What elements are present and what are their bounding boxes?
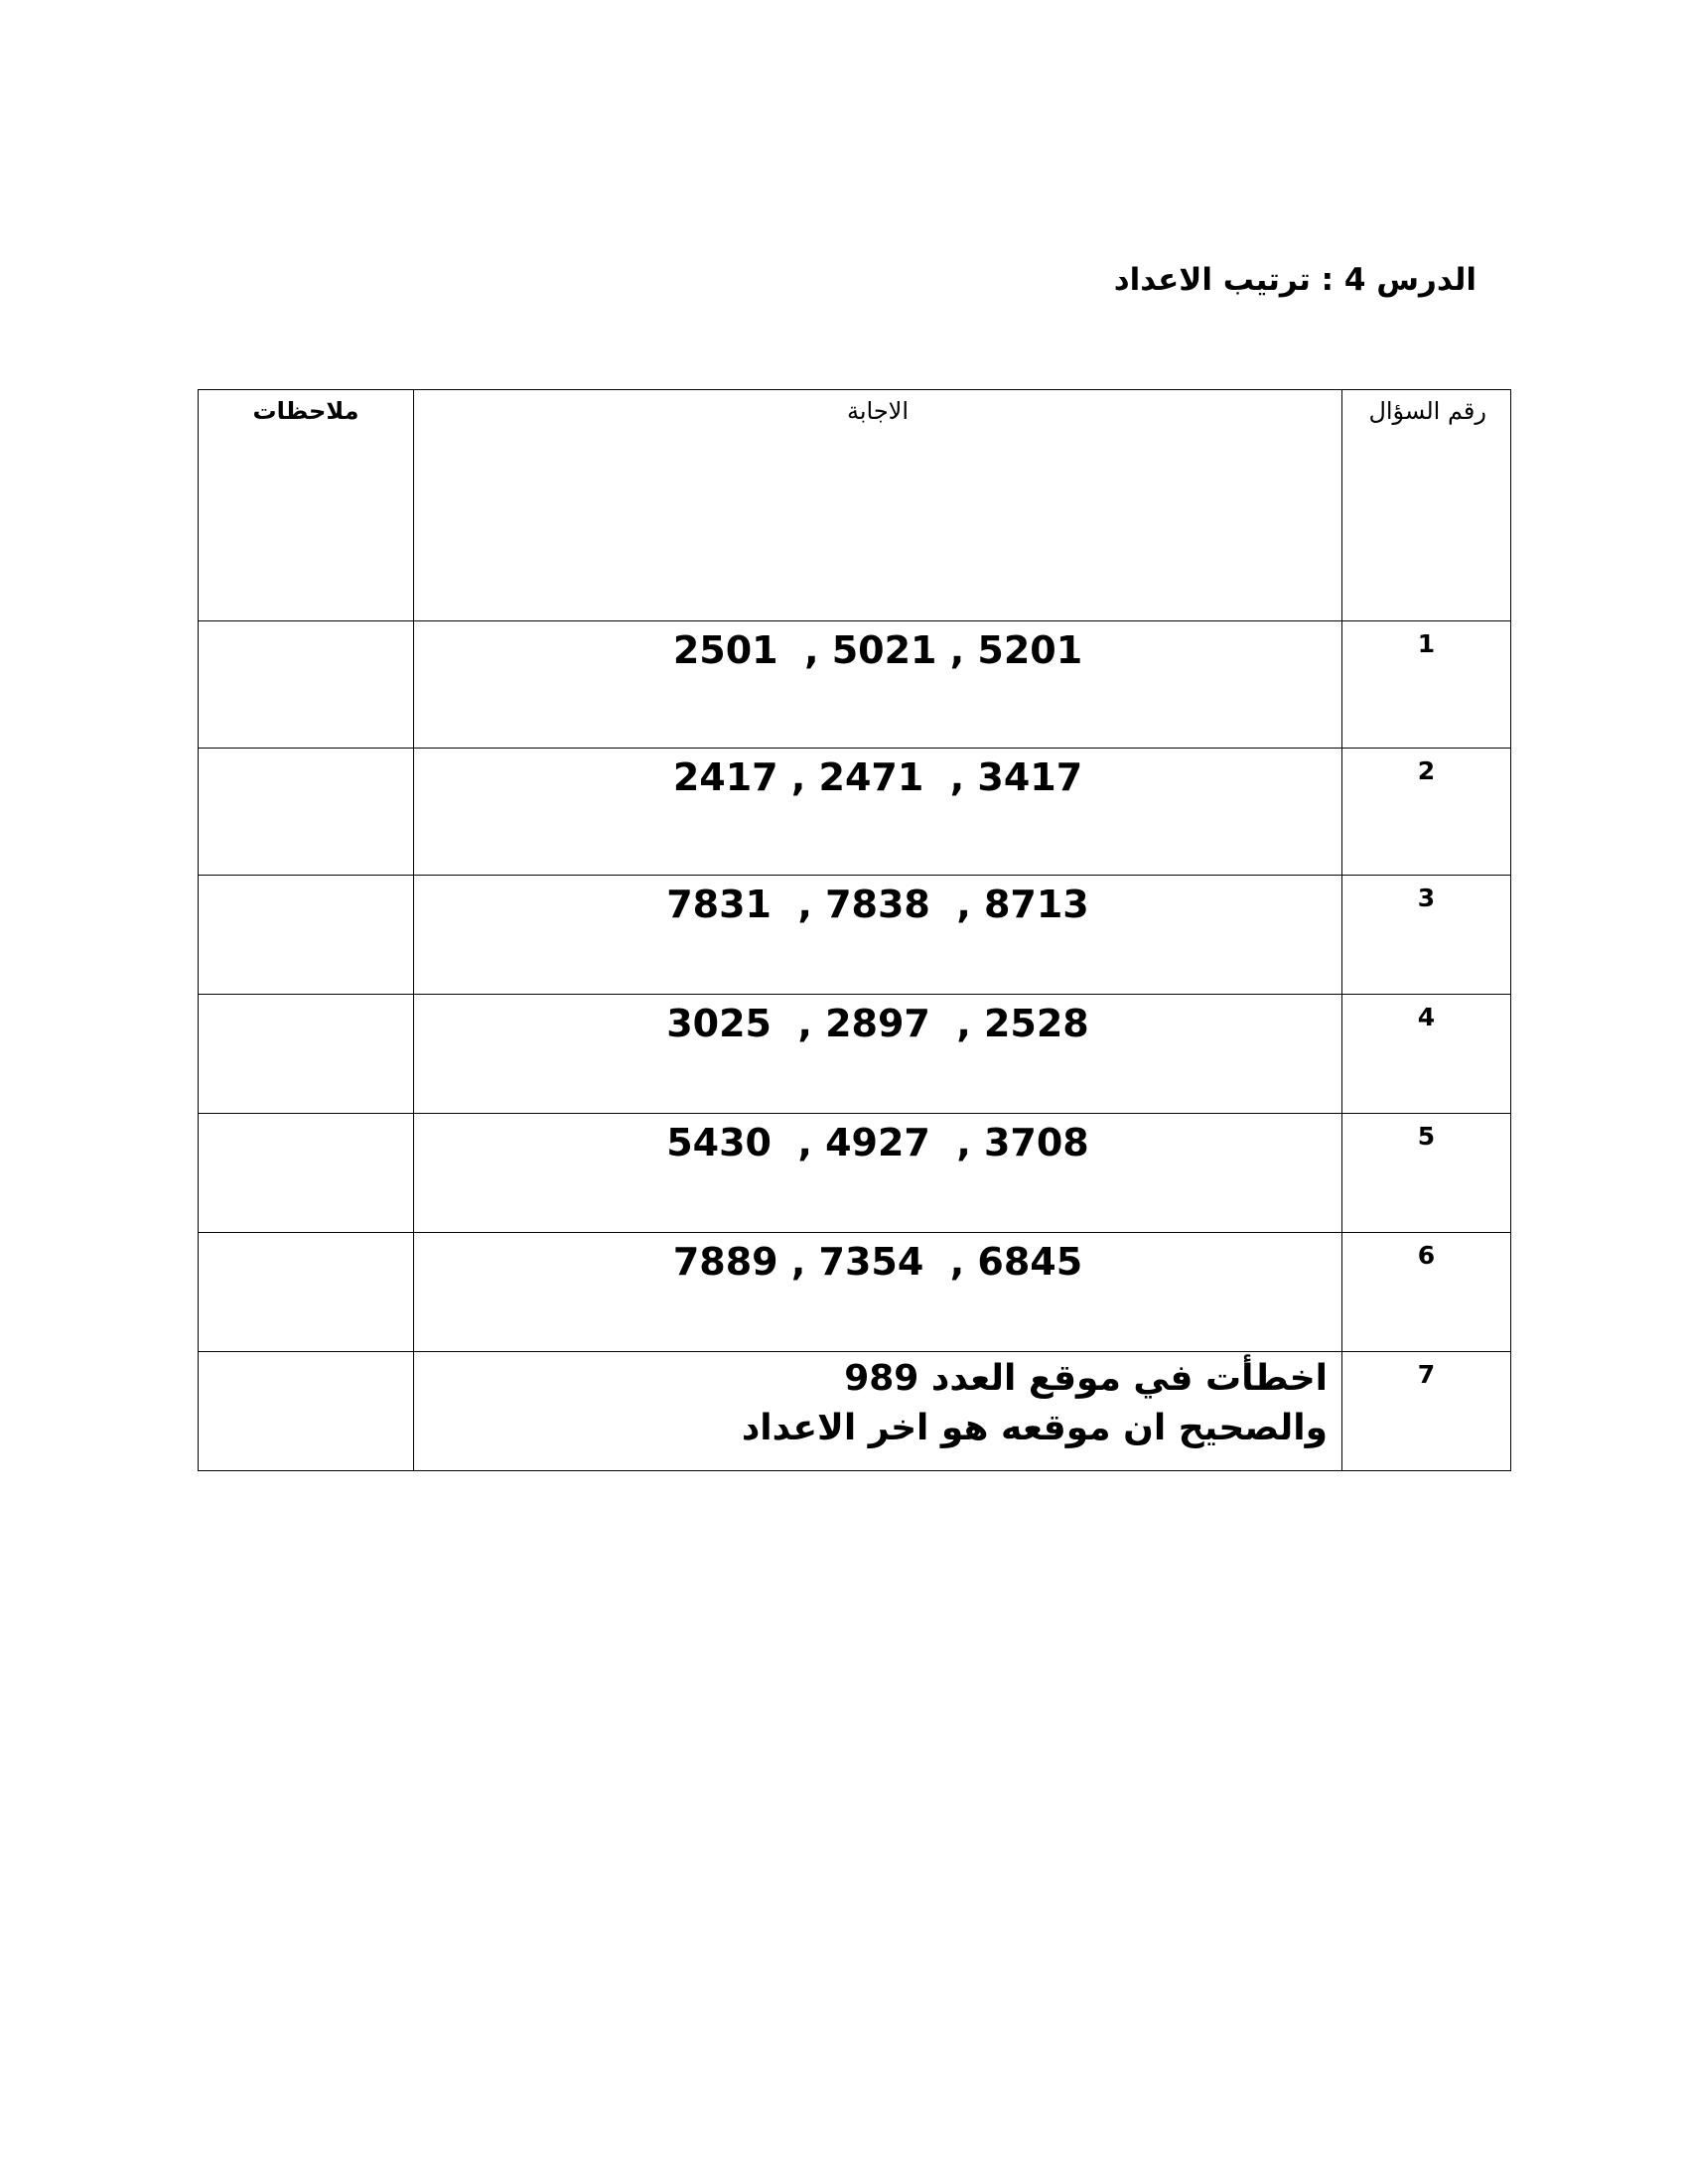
- table-row: [199, 749, 1511, 876]
- table-row: [199, 1114, 1511, 1233]
- table-row: [199, 1233, 1511, 1352]
- answer-line: اخطأت في موقع العدد 989: [844, 1358, 1328, 1399]
- notes-cell: [199, 876, 414, 995]
- notes-cell: [199, 1114, 414, 1233]
- question-number-cell: 5: [1342, 1114, 1511, 1233]
- answer-cell: 7889 , 7354 , 6845: [414, 1233, 1342, 1352]
- notes-cell: [199, 995, 414, 1114]
- answer-cell: 5430 , 4927 , 3708: [414, 1114, 1342, 1233]
- notes-cell: [199, 1233, 414, 1352]
- question-number-cell: 2: [1342, 749, 1511, 876]
- answer-cell: 2417 , 2471 , 3417: [414, 749, 1342, 876]
- table-row: [199, 995, 1511, 1114]
- question-number-header: رقم السؤال: [1342, 390, 1511, 621]
- question-number-cell: 3: [1342, 876, 1511, 995]
- notes-cell: [199, 1352, 414, 1471]
- answer-cell: 7831 , 7838 , 8713: [414, 876, 1342, 995]
- table-row: [199, 1352, 1511, 1471]
- question-number-cell: 4: [1342, 995, 1511, 1114]
- answer-cell: 3025 , 2897 , 2528: [414, 995, 1342, 1114]
- answer-header: الاجابة: [414, 390, 1342, 621]
- table-row: [199, 621, 1511, 749]
- notes-cell: [199, 749, 414, 876]
- question-number-cell: 6: [1342, 1233, 1511, 1352]
- question-number-cell: 1: [1342, 621, 1511, 749]
- notes-header: ملاحظات: [199, 390, 414, 621]
- question-number-cell: 7: [1342, 1352, 1511, 1471]
- answer-cell: 2501 , 5021 , 5201: [414, 621, 1342, 749]
- answers-table: [198, 389, 1511, 1471]
- answer-cell: [414, 1352, 1342, 1471]
- answer-line: والصحيح ان موقعه هو اخر الاعداد: [741, 1408, 1328, 1448]
- table-header-row: [199, 390, 1511, 621]
- table-row: [199, 876, 1511, 995]
- notes-cell: [199, 621, 414, 749]
- page-title: الدرس 4 : ترتيب الاعداد: [1113, 262, 1477, 298]
